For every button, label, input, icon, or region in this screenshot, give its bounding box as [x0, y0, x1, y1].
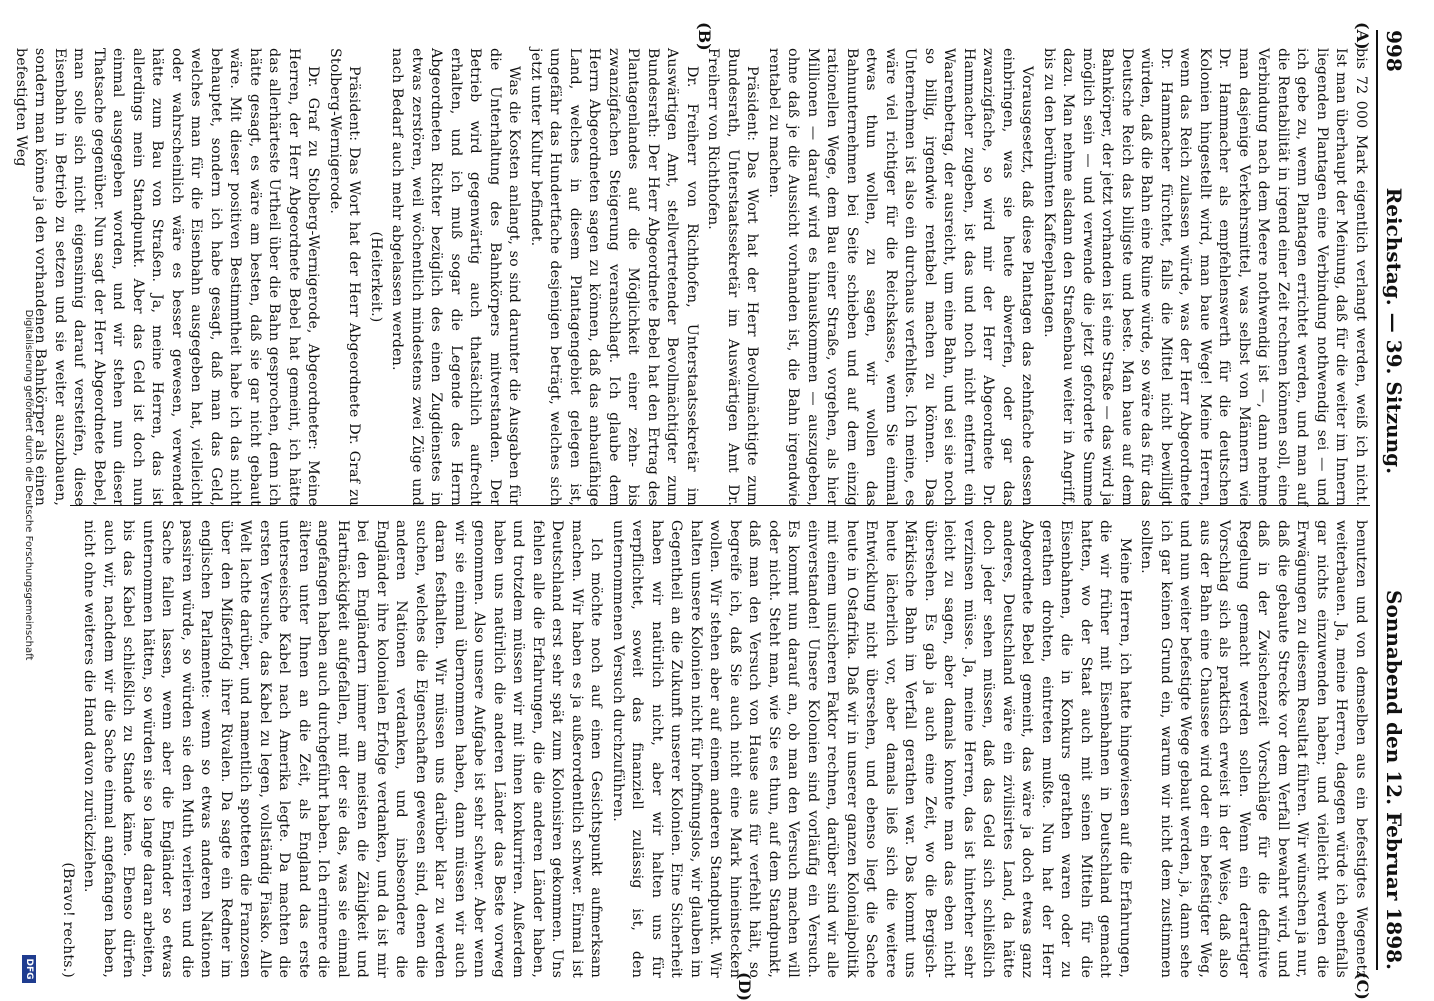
paragraph: Meine Herren, ich hatte hingewiesen auf die Erfahrungen, die wir früher mit Eisenbahnen in Deutschland gemacht hatten, wo der Staat auch mit seinen Mitteln für die Eisenbahnen, die in Konkurs gerathen waren oder zu gerathen drohten, eintreten mußte. Nun hat der Herr Abgeordnete Bebel gemeint, das wäre ja doch etwas ganz anderes, Deutschland wäre ein zivilisirtes Land, da hätte doch jeder sehen müssen, daß das Geld sich schließlich verzinsen müsse. Ja, meine Herren, das ist hinterher sehr leicht zu sagen, aber damals konnte man das eben nicht übersehen. Es gab ja auch eine Zeit, wo die Bergisch-Märkische Bahn im Verfall gerathen war. Das kommt uns heute lächerlich vor, aber damals ließ sich die weitere Entwicklung nicht übersehen, und ebenso liegt die Sache heute in Ostafrika. Daß wir in unserer ganzen Kolonialpolitik mit einem unsicheren Faktor rechnen, darüber sind wir alle einverstanden! Unsere Kolonien sind vorläufig ein Versuch. Es kommt nun darauf an, ob man den Versuch machen will oder nicht. Steht man, wie Sie es thun, auf dem Standpunkt, daß man den Versuch von Hause aus für verfehlt hält, so begreife ich, daß Sie auch nicht eine Mark hineinstecken wollen. Wir stehen aber auf einem anderen Standpunkt. Wir halten unsere Kolonien nicht für hoffnungslos, wir glauben im Gegentheil an die Zukunft unserer Kolonien. Eine Sicherheit haben wir natürlich nicht, aber wir halten uns für verpflichtet, soweit das finanziell zulässig ist, den unternommenen Versuch durchzuführen. — [610, 520, 1133, 978]
paragraph: Was die Kosten anlangt, so sind darunter die Ausgaben für die Unterhaltung des Bahnkörpers mitverstanden. Der Betrieb wird gegenwärtig auch thatsächlich aufrecht erhalten, und ich muß sogar die Legende des Herrn Abgeordneten Richter bezüglich des einen Zugdienstes in etwas zerstören, weil wöchentlich mindestens zwei Züge und nach Bedarf auch mehr abgelassen werden. — [389, 48, 523, 506]
page-number: 998 — [1382, 30, 1406, 72]
session-date: Sonnabend den 12. Februar 1898. — [1382, 590, 1406, 970]
page-header — [1382, 30, 1416, 970]
paragraph: Dr. Freiherr von Richthofen, Unterstaatssekretär im Auswärtigen Amt, stellvertretender Bevollmächtigter zum Bundesrath: Der Herr Abgeordnete Bebel hat den Ertrag des Plantagenlandes auf die Möglichkeit einer zehn- bis zwanzigfachen Steigerung veranschlagt. Ich glaube dem Herrn Abgeordneten sagen zu können, daß das anbaufähige Land, welches in diesem Plantagengebiet gelegen ist, ungefähr das Hundertfache desjenigen beträgt, welches sich jetzt unter Kultur befindet. — [528, 48, 700, 506]
dfg-logo: DFG — [22, 955, 36, 983]
paragraph: benutzen und von demselben aus ein befestigtes Wegenetz weiterbauen. Ja, meine Herren, dagegen würde ich ebenfalls gar nichts einzuwenden haben; und vielleicht werden die Erwägungen zu diesem Resultat führen. Wir wünschen ja nur, daß die gebaute Strecke vor dem Verfall bewahrt wird, und daß in der Zwischenzeit Vorschläge für die definitive Regelung gemacht werden sollen. Wenn ein derartiger Vorschlag sich als praktisch erweist in der Weise, daß also aus der Bahn eine Chaussee wird oder ein befestigter Weg, und nun weiter befestigte Wege gebaut werden, ja, dann sehe ich gar keinen Grund ein, warum wir nicht dem zustimmen sollten. — [1138, 520, 1369, 978]
right-column — [60, 520, 1370, 978]
paragraph: Präsident: Das Wort hat der Herr Bevollmächtigte zum Bundesrath, Unterstaatssekretär im Auswärtigen Amt Dr. Freiherr von Richthofen. — [705, 48, 761, 506]
digitization-credit: Digitalisierung gefördert durch die Deutsche Forschungsgemeinschaft — [23, 309, 34, 661]
page-title: Reichstag. — 39. Sitzung. — [1382, 187, 1406, 475]
paragraph: Ich möchte noch auf einen Gesichtspunkt aufmerksam machen. Wir haben es ja außerordentlich schwer. Einmal ist Deutschland erst sehr spät zum Kolonisiren gekommen. Uns fehlen alle die Erfahrungen, die die anderen Länder haben, und trotzdem müssen wir mit ihnen konkurriren. Außerdem haben uns natürlich die anderen Länder das Beste vorweg genommen. Also unsere Aufgabe ist sehr schwer. Aber wenn wir sie einmal übernommen haben, dann müssen wir auch daran festhalten. Wir müssen uns darüber klar zu werden suchen, welches die Eigenschaften gewesen sind, denen die anderen Nationen verdanken, und insbesondere die Engländer ihre kolonialen Erfolge verdanken, und da ist mir bei den Engländern immer am meisten die Zähigkeit und Hartnäckigkeit aufgefallen, mit der sie das, was sie einmal angefangen haben auch durchgeführt haben. Ich erinnere die älteren unter Ihnen an die Zeit, als England das erste unterseeische Kabel nach Amerika legte. Da machten die ersten Versuche, das Kabel zu legen, vollständig Fiasko. Alle Welt lachte darüber, und namentlich spotteten die Franzosen über den Mißerfolg ihrer Rivalen. Da sagte ein Redner im englischen Parlamente: wenn so etwas anderen Nationen passiren würde, so würden sie den Muth verlieren und die Sache fallen lassen, wenn aber die Engländer so etwas unternommen hätten, so würden sie so lange daran arbeiten, bis das Kabel schließlich zu Stande käme. Ebenso dürfen auch wir, nachdem wir die Sache einmal angefangen haben, nicht ohne weiteres die Hand davon zurückziehen. — [81, 520, 605, 978]
margin-mark-c: (C) — [1353, 972, 1372, 1000]
margin-mark-b: (B) — [695, 22, 714, 51]
margin-mark-a: (A) — [1353, 22, 1372, 50]
paragraph: Vorausgesetzt, daß diese Plantagen das zehnfache dessen einbringen, was sie heute abwerfen, oder gar das zwanzigfache, so wird mir der Herr Abgeordnete Dr. Hammacher zugeben, ist das und noch nicht entfernt ein Waarenbetrag, der ausreicht, um eine Bahn, und sei sie noch so billig, irgendwie rentabel machen zu können. Das Unternehmen ist also ein durchaus verfehltes. Ich meine, es wäre viel richtiger für die Reichskasse, wenn Sie einmal etwas thun wollen, zu sagen, wir wollen das Bahnunternehmen bei Seite schieben und auf dem einzig rationellen Wege, dem Bau einer Straße, vorgehen, als hier Millionen — darauf wird es hinauskommen — auszugeben, ohne daß je die Aussicht vorhanden ist, die Bahn irgendwie rentabel zu machen. — [766, 48, 1036, 506]
column-divider — [70, 505, 1370, 506]
paragraph: Dr. Graf zu Stolberg-Wernigerode, Abgeordneter: Meine Herren, der Herr Abgeordnete Bebel hat gemeint, ich hätte das allerhärteste Urtheil über die Bahn gesprochen, denn ich hätte gesagt, es wäre am besten, daß sie gar nicht gebaut wäre. Mit dieser positiven Bestimmtheit habe ich das nicht behauptet, sondern ich habe gesagt, daß man das Geld, welches man für die Eisenbahn ausgegeben hat, vielleicht oder wahrscheinlich wäre es besser gewesen, verwendet hätte zum Bau von Straßen. Ja, meine Herren, das ist allerdings mein Standpunkt. Aber das Geld ist doch nun einmal ausgegeben worden, und wir stehen nun dieser Thatsache gegenüber. Nun sagt der Herr Abgeordnete Bebel, man solle sich nicht eigensinnig darauf versteifen, diese Eisenbahn in Betrieb zu setzen und sie weiter auszubauen, sondern man könne ja den vorhandenen Bahnkörper als einen befestigten Weg — [13, 48, 322, 506]
interjection: (Heiterkeit.) — [368, 231, 384, 323]
header-rule — [1376, 30, 1378, 970]
paragraph: bis 72 000 Mark eigentlich verlangt werden, weiß ich nicht. Ist man überhaupt der Meinung, daß für die weiter im Innern liegenden Plantagen eine Verbindung nothwendig sei — und ich gebe zu, wenn Plantagen errichtet werden, und man auf die Rentabilität in irgend einer Zeit rechnen können soll, eine Verbindung nach dem Meere nothwendig ist —, dann nehme man dasjenige Verkehrsmittel, was selbst von Männern wie Dr. Hammacher als empfehlenswerth für die deutschen Kolonien hingestellt wird, man baue Wege! Meine Herren, wenn das Reich zulassen würde, was der Herr Abgeordnete Dr. Hammacher fürchtet, falls die Mittel nicht bewilligt würden, daß die Bahn eine Ruine würde, so wäre das für das Deutsche Reich das billigste und beste. Man baue auf dem Bahnkörper, der jetzt vorhanden ist eine Straße — das wird ja möglich sein — und verwende die jetzt geforderte Summe dazu. Man nehme alsdann den Straßenbau weiter in Angriff, bis zu den berühmten Kaffeeplantagen. — [1041, 48, 1369, 506]
paragraph: Präsident: Das Wort hat der Herr Abgeordnete Dr. Graf zu Stolberg-Wernigerode. — [327, 48, 363, 506]
margin-mark-d: (D) — [735, 972, 754, 1001]
interjection: (Bravo! rechts.) — [60, 862, 76, 978]
